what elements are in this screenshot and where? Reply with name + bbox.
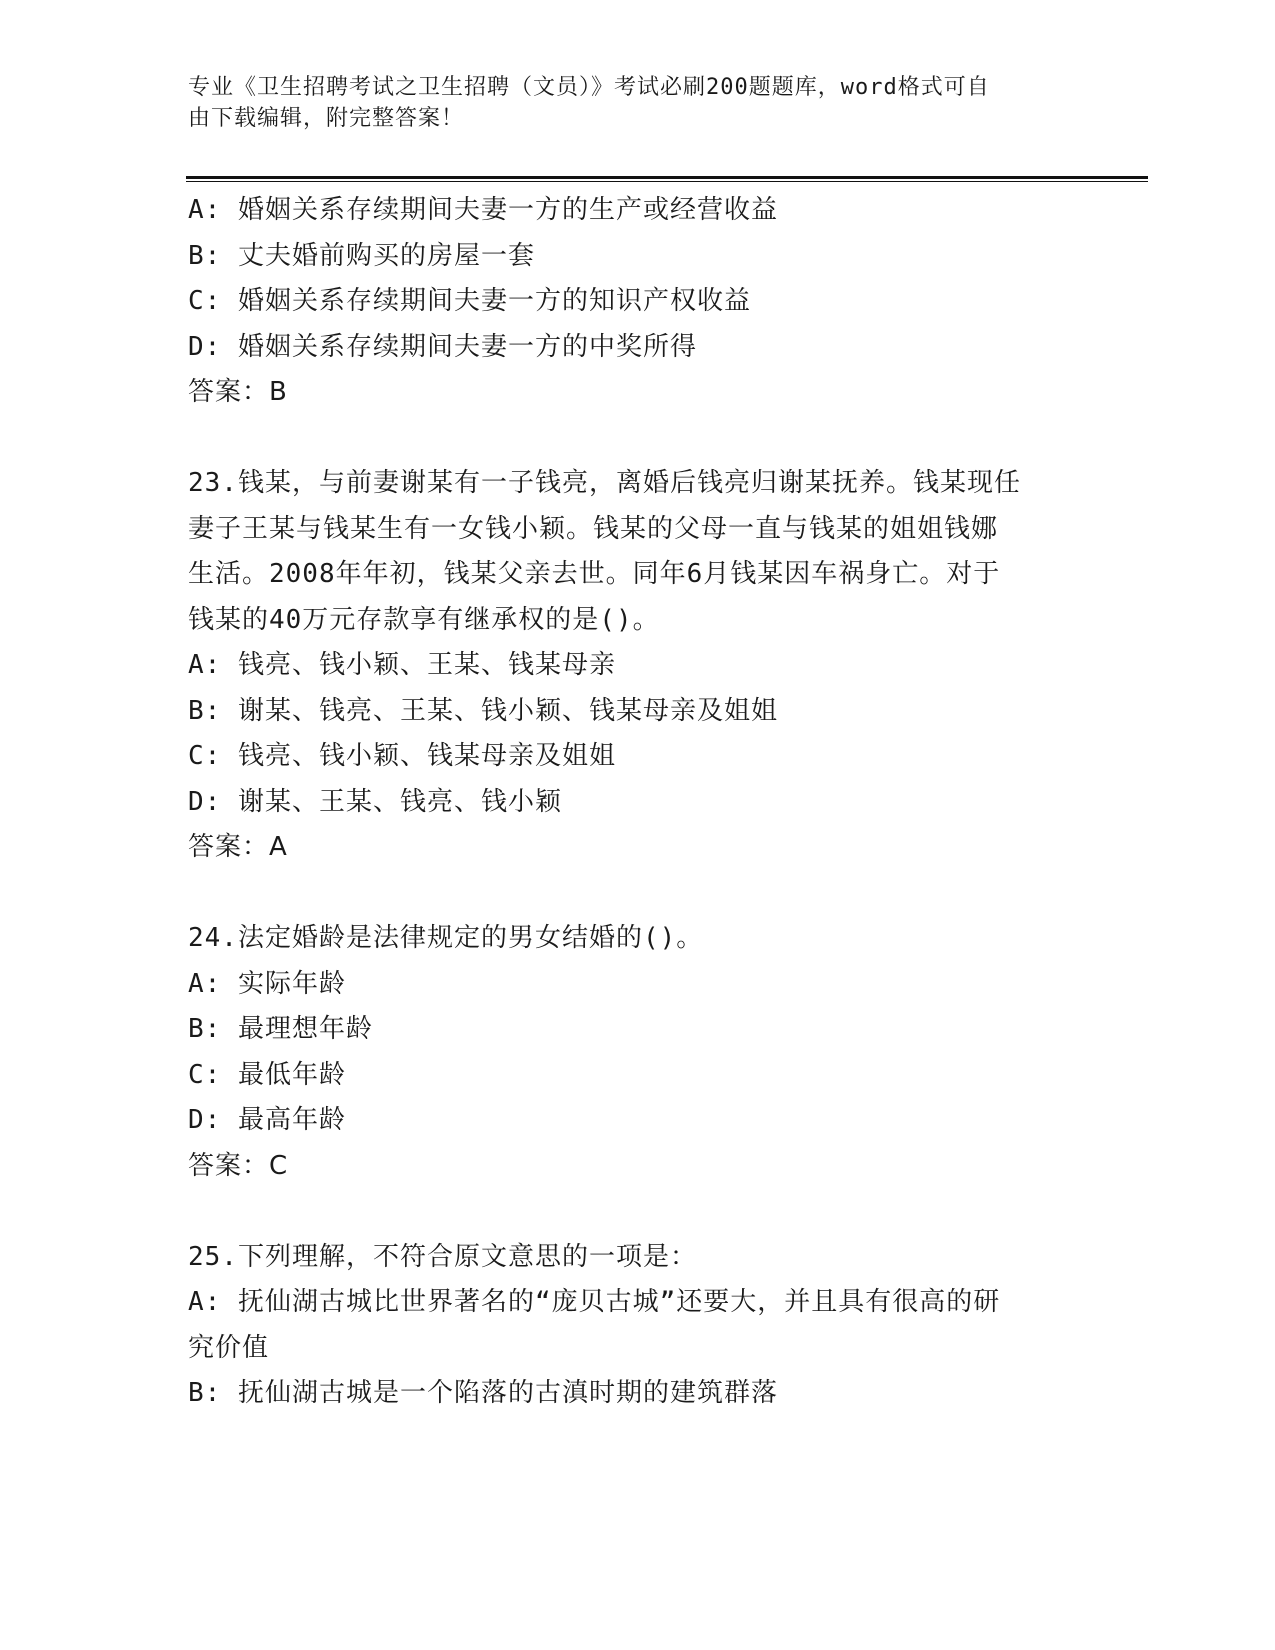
option-c: C: 钱亮、钱小颖、钱某母亲及姐姐 [188, 741, 616, 771]
answer-line: 答案：C [188, 1150, 289, 1181]
document-header [188, 72, 1088, 134]
question-25-block [188, 1235, 1088, 1417]
question-stem: 25.下列理解，不符合原文意思的一项是： [188, 1241, 697, 1272]
question-stem: 钱某的40万元存款享有继承权的是()。 [188, 604, 660, 635]
document-body [188, 188, 1088, 1417]
option-a: A: 抚仙湖古城比世界著名的“庞贝古城”还要大，并且具有很高的研 [188, 1287, 1001, 1317]
question-stem: 妻子王某与钱某生有一女钱小颖。钱某的父母一直与钱某的姐姐钱娜 [188, 513, 999, 544]
question-22-block [188, 188, 1088, 416]
option-d: D: 最高年龄 [188, 1105, 346, 1135]
question-stem: 生活。2008年年初，钱某父亲去世。同年6月钱某因车祸身亡。对于 [188, 559, 1001, 589]
answer-line: 答案：B [188, 377, 288, 407]
question-23-block [188, 461, 1088, 871]
spacer [188, 1189, 1088, 1235]
answer-line: 答案：A [188, 832, 288, 862]
option-c: C: 婚姻关系存续期间夫妻一方的知识产权收益 [188, 286, 751, 316]
option-a: A: 实际年龄 [188, 968, 346, 999]
option-b: B: 丈夫婚前购买的房屋一套 [188, 240, 535, 271]
option-c: C: 最低年龄 [188, 1059, 346, 1090]
header-line: 专业《卫生招聘考试之卫生招聘（文员）》考试必刷200题题库，word格式可自 [188, 75, 990, 100]
option-b: B: 最理想年龄 [188, 1014, 373, 1044]
option-b: B: 谢某、钱亮、王某、钱小颖、钱某母亲及姐姐 [188, 695, 778, 726]
header-divider [186, 176, 1148, 182]
option-a: A: 钱亮、钱小颖、王某、钱某母亲 [188, 650, 616, 680]
header-line: 由下载编辑，附完整答案！ [188, 106, 465, 131]
question-stem: 23.钱某，与前妻谢某有一子钱亮，离婚后钱亮归谢某抚养。钱某现任 [188, 468, 1021, 498]
option-d: D: 谢某、王某、钱亮、钱小颖 [188, 786, 562, 817]
option-a-continued: 究价值 [188, 1332, 270, 1363]
spacer [188, 416, 1088, 462]
question-stem: 24.法定婚龄是法律规定的男女结婚的()。 [188, 923, 704, 953]
option-b: B: 抚仙湖古城是一个陷落的古滇时期的建筑群落 [188, 1378, 778, 1408]
spacer [188, 871, 1088, 917]
option-a: A: 婚姻关系存续期间夫妻一方的生产或经营收益 [188, 195, 778, 225]
question-24-block [188, 916, 1088, 1189]
option-d: D: 婚姻关系存续期间夫妻一方的中奖所得 [188, 331, 697, 362]
